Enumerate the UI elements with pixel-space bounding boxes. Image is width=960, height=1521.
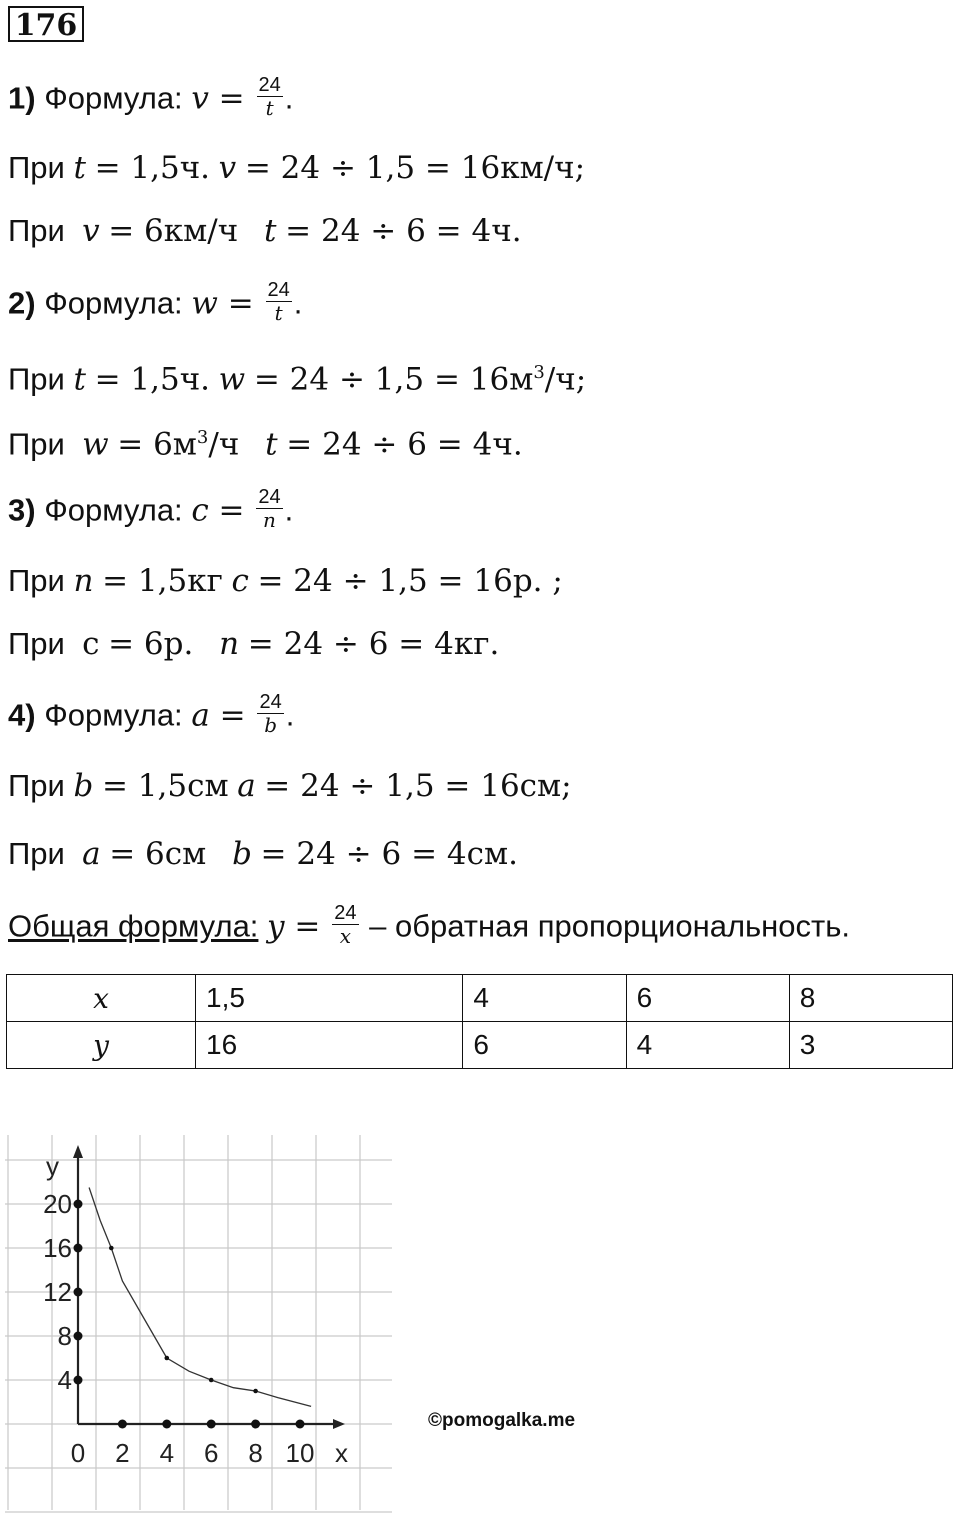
table-cell: 1,5	[196, 975, 463, 1022]
x-tick-label: 6	[203, 1438, 219, 1468]
general-formula: Общая формула: y = $\frac{24}{x}$ – обратная пропорциональность.	[8, 902, 851, 948]
table-cell: 4	[626, 1022, 789, 1069]
x-tick-label: 8	[248, 1438, 263, 1468]
section-2-formula: 2) Формула: w = $\frac{24}{t}$ .	[8, 279, 303, 325]
section-4-formula: 4) Формула: a = $\frac{24}{b}$ .	[8, 691, 295, 737]
table-cell: 16	[196, 1022, 463, 1069]
section-2-line-2: При $w = 6м^3/ч$ t = 24 ÷ 6 = 4ч.	[8, 426, 523, 463]
y-tick-label: 8	[57, 1321, 72, 1351]
x-tick-label: 0	[70, 1438, 86, 1468]
section-label: 1)	[8, 80, 36, 116]
y-tick-dot	[74, 1244, 83, 1253]
table-cell: 3	[789, 1022, 952, 1069]
section-4-line-1: При b = 1,5см a = 24 ÷ 1,5 = 16см;	[8, 768, 572, 804]
section-4-line-2: При a = 6см b = 24 ÷ 6 = 4см.	[8, 836, 518, 872]
formula-fraction: $\frac{24}{b}$	[259, 691, 282, 737]
x-tick-dot	[118, 1420, 127, 1429]
x-tick-dot	[296, 1420, 305, 1429]
x-tick-label: 4	[159, 1438, 175, 1468]
section-1-formula: 1) Формула: v = $\frac{24}{t}$ .	[8, 74, 294, 120]
table-row	[7, 975, 953, 1022]
hyperbola-graph	[0, 1130, 400, 1515]
table-header-x: x	[7, 975, 196, 1022]
general-label: Общая формула:	[8, 908, 259, 944]
formula-fraction: $\frac{24}{n}$	[258, 486, 281, 532]
section-3-line-1: При n = 1,5кг c = 24 ÷ 1,5 = 16р. ;	[8, 563, 563, 599]
x-tick-label: 10	[285, 1438, 315, 1468]
y-tick-label: 12	[43, 1277, 72, 1307]
section-3-line-2: При с = 6р. n = 24 ÷ 6 = 4кг.	[8, 626, 500, 662]
values-table	[6, 974, 953, 1069]
x-tick-dot	[162, 1420, 171, 1429]
table-cell: 6	[626, 975, 789, 1022]
table-cell: 4	[463, 975, 626, 1022]
section-1-line-1: При t = 1,5ч. v = 24 ÷ 1,5 = 16км/ч;	[8, 150, 586, 186]
table-cell: 6	[463, 1022, 626, 1069]
table-row	[7, 1022, 953, 1069]
data-point	[209, 1378, 214, 1383]
x-tick-label: 2	[115, 1438, 130, 1468]
watermark: ©pomogalka.me	[428, 1410, 576, 1431]
problem-number: 176	[8, 6, 84, 42]
x-axis-label: x	[335, 1438, 348, 1468]
section-3-formula: 3) Формула: c = $\frac{24}{n}$ .	[8, 486, 294, 532]
data-point	[109, 1246, 114, 1251]
formula-text: Формула:	[44, 80, 183, 116]
table-cell: 8	[789, 975, 952, 1022]
formula-fraction: $\frac{24}{t}$	[267, 279, 290, 325]
section-2-line-1: При t = 1,5ч. $w = 24 \div 1,5 = 16м^3/ч$;	[8, 361, 587, 398]
x-tick-dot	[207, 1420, 216, 1429]
section-1-line-2: При v = 6км/ч t = 24 ÷ 6 = 4ч.	[8, 213, 522, 249]
y-tick-label: 4	[57, 1365, 72, 1395]
y-tick-dot	[74, 1376, 83, 1385]
table-header-y: y	[7, 1022, 196, 1069]
hyperbola-curve	[89, 1188, 311, 1407]
general-description: – обратная пропорциональность.	[369, 908, 851, 944]
y-tick-dot	[74, 1200, 83, 1209]
data-point	[165, 1356, 170, 1361]
y-tick-label: 16	[43, 1233, 72, 1263]
y-axis-label: y	[46, 1151, 59, 1181]
formula-fraction: $\frac{24}{t}$	[258, 74, 281, 120]
y-tick-dot	[74, 1288, 83, 1297]
formula-var: v	[191, 80, 209, 117]
x-tick-dot	[251, 1420, 260, 1429]
formula-fraction: $\frac{24}{x}$	[334, 902, 357, 948]
y-tick-label: 20	[43, 1189, 72, 1219]
y-axis-arrow	[73, 1145, 83, 1158]
y-tick-dot	[74, 1332, 83, 1341]
data-point	[253, 1389, 258, 1394]
x-axis-arrow	[333, 1419, 345, 1429]
